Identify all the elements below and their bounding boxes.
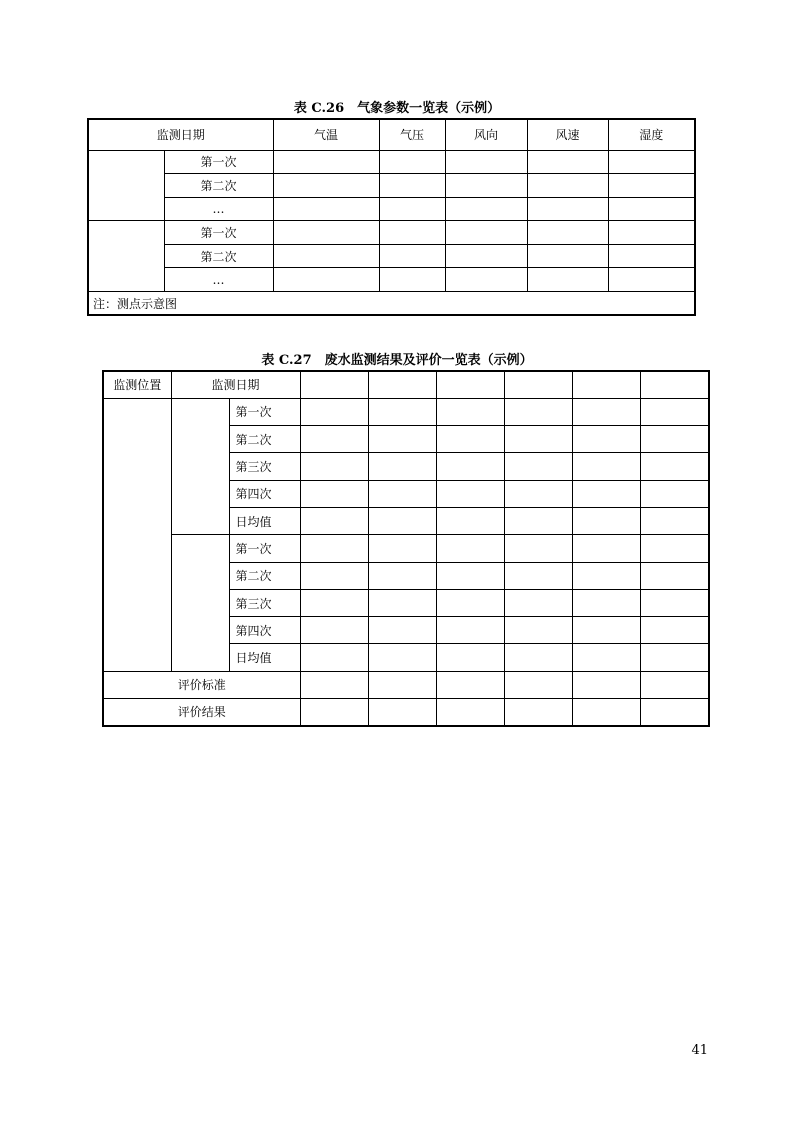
data-cell <box>572 535 640 562</box>
date-group-cell <box>171 398 229 534</box>
data-cell <box>300 535 368 562</box>
data-cell <box>436 644 504 671</box>
data-cell <box>608 221 695 245</box>
data-cell <box>527 221 608 245</box>
data-cell <box>445 197 527 221</box>
row-label: 第三次 <box>229 453 300 480</box>
data-cell <box>640 617 709 644</box>
data-cell <box>608 244 695 268</box>
data-cell <box>504 699 572 726</box>
table-c26-caption: 表 C.26 气象参数一览表（示例） <box>293 101 501 116</box>
group-cell <box>88 150 164 221</box>
data-cell <box>379 150 445 174</box>
data-cell <box>368 398 436 425</box>
data-cell <box>300 398 368 425</box>
data-cell <box>572 453 640 480</box>
data-cell <box>368 699 436 726</box>
data-cell <box>640 507 709 534</box>
table-row <box>88 268 695 292</box>
date-group-cell <box>171 535 229 671</box>
data-cell <box>445 150 527 174</box>
row-label: 第一次 <box>164 150 273 174</box>
data-cell <box>379 174 445 198</box>
data-cell <box>436 398 504 425</box>
data-cell <box>640 453 709 480</box>
header-pressure: 气压 <box>379 119 445 150</box>
data-cell <box>640 589 709 616</box>
data-cell <box>640 426 709 453</box>
data-cell <box>527 244 608 268</box>
data-cell <box>504 480 572 507</box>
data-cell <box>436 453 504 480</box>
data-cell <box>300 699 368 726</box>
data-cell <box>436 562 504 589</box>
data-cell <box>273 174 379 198</box>
data-cell <box>640 644 709 671</box>
header-wind-direction: 风向 <box>445 119 527 150</box>
row-label: 日均值 <box>229 644 300 671</box>
data-cell <box>300 562 368 589</box>
data-cell <box>436 507 504 534</box>
data-cell <box>572 426 640 453</box>
data-cell <box>572 398 640 425</box>
data-cell <box>572 617 640 644</box>
table-row <box>88 150 695 174</box>
data-cell <box>504 426 572 453</box>
data-cell <box>300 371 368 398</box>
data-cell <box>504 671 572 698</box>
data-cell <box>640 535 709 562</box>
data-cell <box>572 562 640 589</box>
table-note: 注：测点示意图 <box>88 292 695 316</box>
data-cell <box>572 589 640 616</box>
data-cell <box>368 453 436 480</box>
data-cell <box>368 671 436 698</box>
data-cell <box>445 268 527 292</box>
row-label: 第二次 <box>164 244 273 268</box>
data-cell <box>640 398 709 425</box>
data-cell <box>300 507 368 534</box>
header-wind-speed: 风速 <box>527 119 608 150</box>
data-cell <box>608 197 695 221</box>
evaluation-result-label: 评价结果 <box>103 699 300 726</box>
data-cell <box>436 426 504 453</box>
table-row <box>103 398 709 425</box>
data-cell <box>504 644 572 671</box>
data-cell <box>608 150 695 174</box>
data-cell <box>300 644 368 671</box>
row-label: 第四次 <box>229 480 300 507</box>
data-cell <box>572 507 640 534</box>
data-cell <box>504 535 572 562</box>
data-cell <box>572 671 640 698</box>
page-number: 41 <box>691 1043 708 1058</box>
row-label: 第一次 <box>164 221 273 245</box>
row-label: … <box>164 197 273 221</box>
data-cell <box>300 671 368 698</box>
data-cell <box>572 371 640 398</box>
data-cell <box>436 699 504 726</box>
header-monitor-date: 监测日期 <box>171 371 300 398</box>
data-cell <box>504 507 572 534</box>
table-header-row <box>88 119 695 150</box>
row-label: 第一次 <box>229 535 300 562</box>
data-cell <box>640 480 709 507</box>
table-note-row <box>88 292 695 316</box>
data-cell <box>504 617 572 644</box>
data-cell <box>436 617 504 644</box>
table-row <box>88 174 695 198</box>
table-row-standard <box>103 671 709 698</box>
data-cell <box>368 644 436 671</box>
data-cell <box>572 480 640 507</box>
data-cell <box>368 371 436 398</box>
header-temperature: 气温 <box>273 119 379 150</box>
data-cell <box>445 221 527 245</box>
data-cell <box>445 244 527 268</box>
data-cell <box>436 371 504 398</box>
data-cell <box>527 150 608 174</box>
header-humidity: 湿度 <box>608 119 695 150</box>
group-cell <box>88 221 164 292</box>
data-cell <box>273 197 379 221</box>
data-cell <box>300 589 368 616</box>
table-c27-caption: 表 C.27 废水监测结果及评价一览表（示例） <box>261 353 533 368</box>
data-cell <box>572 699 640 726</box>
data-cell <box>368 535 436 562</box>
table-header-row <box>103 371 709 398</box>
table-row <box>88 244 695 268</box>
data-cell <box>436 535 504 562</box>
data-cell <box>640 371 709 398</box>
data-cell <box>379 268 445 292</box>
data-cell <box>368 562 436 589</box>
data-cell <box>436 480 504 507</box>
wastewater-results-table <box>102 370 710 727</box>
data-cell <box>504 371 572 398</box>
table-row <box>103 535 709 562</box>
table-row-result <box>103 699 709 726</box>
data-cell <box>608 174 695 198</box>
location-cell <box>103 398 171 671</box>
data-cell <box>368 426 436 453</box>
data-cell <box>504 562 572 589</box>
data-cell <box>300 453 368 480</box>
data-cell <box>300 480 368 507</box>
data-cell <box>608 268 695 292</box>
row-label: 日均值 <box>229 507 300 534</box>
table-row <box>88 221 695 245</box>
data-cell <box>273 221 379 245</box>
data-cell <box>379 221 445 245</box>
data-cell <box>504 398 572 425</box>
weather-params-table <box>87 118 696 316</box>
row-label: 第二次 <box>229 426 300 453</box>
row-label: 第三次 <box>229 589 300 616</box>
data-cell <box>300 426 368 453</box>
header-monitor-date: 监测日期 <box>88 119 273 150</box>
data-cell <box>379 244 445 268</box>
data-cell <box>527 174 608 198</box>
data-cell <box>273 150 379 174</box>
data-cell <box>368 589 436 616</box>
data-cell <box>527 268 608 292</box>
row-label: … <box>164 268 273 292</box>
data-cell <box>273 244 379 268</box>
row-label: 第一次 <box>229 398 300 425</box>
data-cell <box>527 197 608 221</box>
data-cell <box>504 589 572 616</box>
row-label: 第二次 <box>164 174 273 198</box>
row-label: 第四次 <box>229 617 300 644</box>
table-row <box>88 197 695 221</box>
row-label: 第二次 <box>229 562 300 589</box>
data-cell <box>436 671 504 698</box>
data-cell <box>640 671 709 698</box>
data-cell <box>572 644 640 671</box>
data-cell <box>300 617 368 644</box>
data-cell <box>504 453 572 480</box>
data-cell <box>640 699 709 726</box>
data-cell <box>640 562 709 589</box>
data-cell <box>368 617 436 644</box>
data-cell <box>436 589 504 616</box>
data-cell <box>273 268 379 292</box>
evaluation-standard-label: 评价标准 <box>103 671 300 698</box>
data-cell <box>368 507 436 534</box>
data-cell <box>368 480 436 507</box>
header-monitor-location: 监测位置 <box>103 371 171 398</box>
data-cell <box>379 197 445 221</box>
data-cell <box>445 174 527 198</box>
